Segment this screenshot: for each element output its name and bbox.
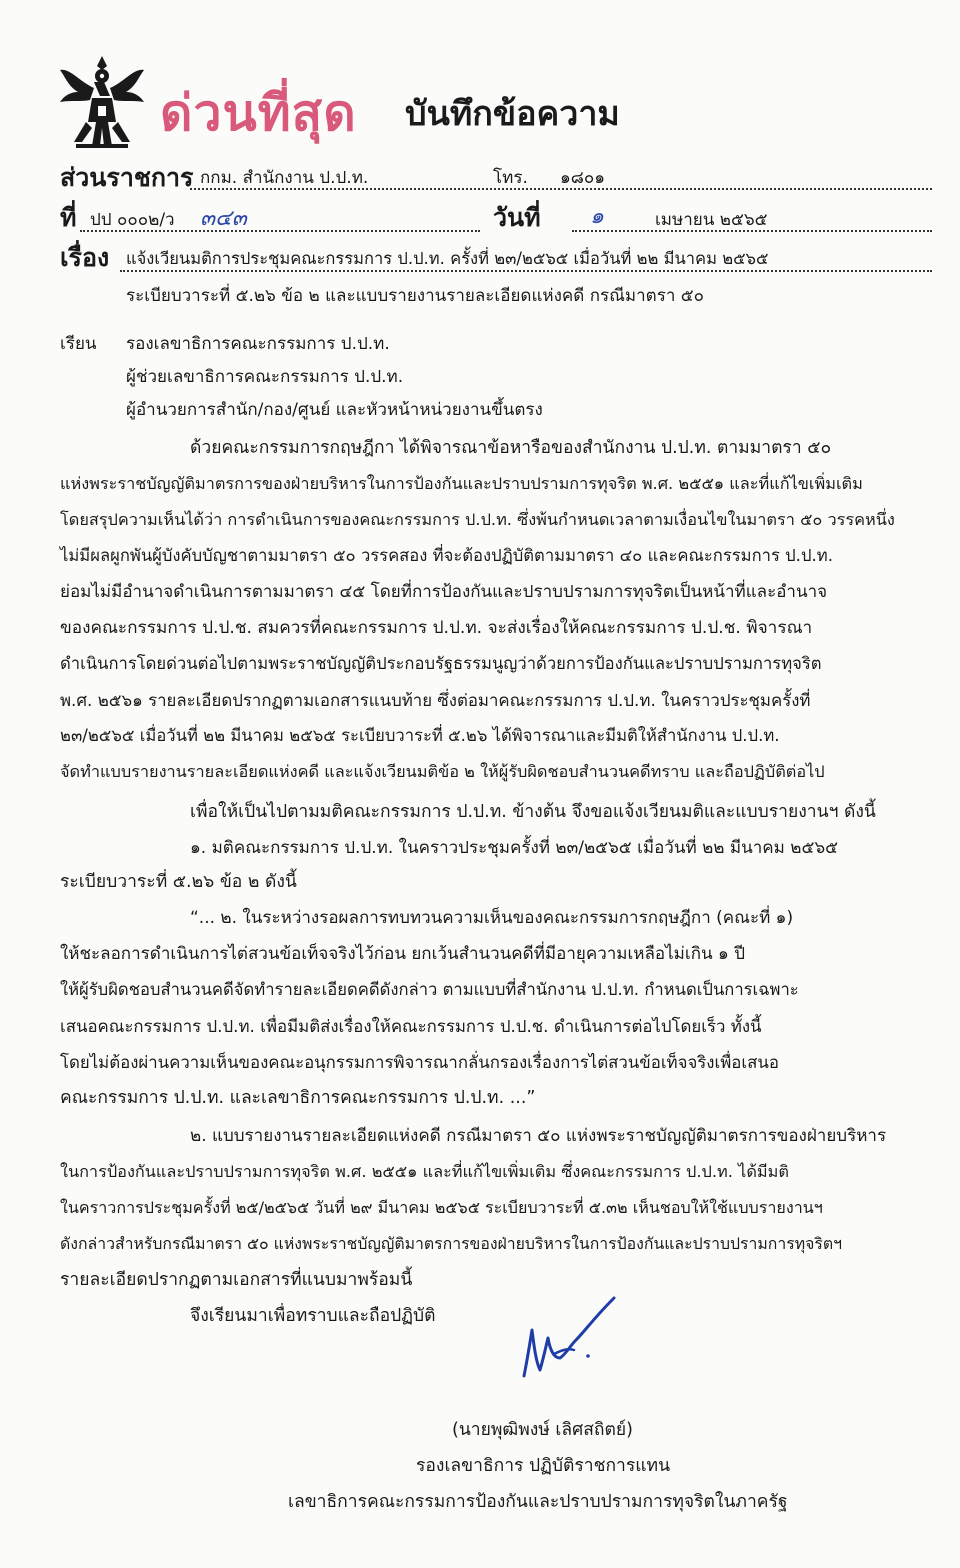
subject-label: เรื่อง [60, 243, 110, 272]
agency-value: กกม. สำนักงาน ป.ป.ท. [200, 168, 369, 188]
paragraph-3-line: รายละเอียดปรากฏตามเอกสารที่แนบมาพร้อมนี้ [60, 1270, 413, 1290]
paragraph-1-line: ของคณะกรรมการ ป.ป.ช. สมควรที่คณะกรรมการ ป.ป.ท. จะส่งเรื่องให้คณะกรรมการ ป.ป.ช. พิจารณา [60, 618, 813, 638]
ref-dotted-line [80, 230, 480, 232]
quote-line: โดยไม่ต้องผ่านความเห็นของคณะอนุกรรมการพิจารณากลั่นกรองเรื่องการไต่สวนข้อเท็จจริงเพื่อเสนอ [60, 1052, 779, 1072]
paragraph-3-line: ๒. แบบรายงานรายละเอียดแห่งคดี กรณีมาตรา ๕๐ แห่งพระราชบัญญัติมาตรการของฝ่ายบริหาร [190, 1126, 887, 1146]
quote-line: เสนอคณะกรรมการ ป.ป.ท. เพื่อมีมติส่งเรื่องให้คณะกรรมการ ป.ป.ช. ดำเนินการต่อไปโดยเร็ว ทั้งนี้ [60, 1016, 762, 1036]
recipient-label: เรียน [60, 334, 97, 354]
phone-value: ๑๘๐๑ [560, 168, 606, 188]
ref-label: ที่ [60, 203, 77, 232]
handwritten-signature [510, 1296, 620, 1386]
closing-line: จึงเรียนมาเพื่อทราบและถือปฏิบัติ [190, 1306, 436, 1326]
signatory-position: รองเลขาธิการ ปฏิบัติราชการแทน [416, 1456, 671, 1476]
subject-line-1: แจ้งเวียนมติการประชุมคณะกรรมการ ป.ป.ท. ครั้งที่ ๒๓/๒๕๖๕ เมื่อวันที่ ๒๒ มีนาคม ๒๕๖๕ [126, 249, 769, 268]
quote-line: คณะกรรมการ ป.ป.ท. และเลขาธิการคณะกรรมการ ป.ป.ท. ...” [60, 1088, 536, 1108]
paragraph-1-line: ย่อมไม่มีอำนาจดำเนินการตามมาตรา ๔๕ โดยที่การป้องกันและปราบปรามการทุจริตเป็นหน้าที่และอำนาจ [60, 582, 828, 602]
paragraph-1-line: ไม่มีผลผูกพันผู้บังคับบัญชาตามมาตรา ๕๐ วรรคสอง ที่จะต้องปฏิบัติตามมาตรา ๔๐ และคณะกรรมการ ป.ป.ท. [60, 546, 833, 565]
garuda-emblem-icon [56, 52, 148, 152]
recipient-line: ผู้อำนวยการสำนัก/กอง/ศูนย์ และหัวหน้าหน่วยงานขึ้นตรง [126, 400, 543, 420]
paragraph-2-line: ระเบียบวาระที่ ๕.๒๖ ข้อ ๒ ดังนี้ [60, 872, 297, 892]
paragraph-1-line: แห่งพระราชบัญญัติมาตรการของฝ่ายบริหารในการป้องกันและปราบปรามการทุจริต พ.ศ. ๒๕๕๑ และที่แก้ไขเพิ่มเติม [60, 474, 863, 493]
paragraph-1-line: โดยสรุปความเห็นได้ว่า การดำเนินการของคณะกรรมการ ป.ป.ท. ซึ่งพ้นกำหนดเวลาตามเงื่อนไขในมาตรา ๕๐ วรรคหนึ่ง [60, 510, 895, 529]
paragraph-1-line: จัดทำแบบรายงานรายละเอียดแห่งคดี และแจ้งเวียนมติข้อ ๒ ให้ผู้รับผิดชอบสำนวนคดีทราบ และถือปฏิบัติต่อไป [60, 762, 825, 781]
paragraph-3-line: ดังกล่าวสำหรับกรณีมาตรา ๕๐ แห่งพระราชบัญญัติมาตรการของฝ่ายบริหารในการป้องกันและปราบปรามการทุจริตฯ [60, 1234, 842, 1253]
signatory-organization: เลขาธิการคณะกรรมการป้องกันและปราบปรามการทุจริตในภาครัฐ [288, 1492, 788, 1512]
paragraph-1-line: พ.ศ. ๒๕๖๑ รายละเอียดปรากฏตามเอกสารแนบท้าย ซึ่งต่อมาคณะกรรมการ ป.ป.ท. ในคราวประชุมครั้งที่ [60, 690, 811, 710]
paragraph-2-line: ๑. มติคณะกรรมการ ป.ป.ท. ในคราวประชุมครั้งที่ ๒๓/๒๕๖๕ เมื่อวันที่ ๒๒ มีนาคม ๒๕๖๕ [190, 838, 838, 858]
urgent-stamp: ด่วนที่สุด [160, 84, 357, 142]
paragraph-3-line: ในการป้องกันและปราบปรามการทุจริต พ.ศ. ๒๕๕๑ และที่แก้ไขเพิ่มเติม ซึ่งคณะกรรมการ ป.ป.ท. ได้มีมติ [60, 1162, 789, 1181]
paragraph-1-line: ด้วยคณะกรรมการกฤษฎีกา ได้พิจารณาข้อหารือของสำนักงาน ป.ป.ท. ตามมาตรา ๕๐ [190, 438, 832, 458]
ref-handwritten-number: ๓๔๓ [200, 206, 247, 231]
phone-label: โทร. [493, 168, 528, 188]
date-value: เมษายน ๒๕๖๕ [655, 210, 768, 230]
subject-line-2: ระเบียบวาระที่ ๕.๒๖ ข้อ ๒ และแบบรายงานรายละเอียดแห่งคดี กรณีมาตรา ๕๐ [126, 286, 705, 306]
paragraph-1-line: ๒๓/๒๕๖๕ เมื่อวันที่ ๒๒ มีนาคม ๒๕๖๕ ระเบียบวาระที่ ๕.๒๖ ได้พิจารณาและมีมติให้สำนักงาน ป.ป.ท. [60, 726, 780, 745]
ref-value: ปป ๐๐๐๒/ว [90, 210, 175, 230]
quote-line: “... ๒. ในระหว่างรอผลการทบทวนความเห็นของคณะกรรมการกฤษฎีกา (คณะที่ ๑) [190, 908, 794, 928]
agency-dotted-line [190, 188, 932, 190]
paragraph-3-line: ในคราวการประชุมครั้งที่ ๒๕/๒๕๖๕ วันที่ ๒๙ มีนาคม ๒๕๖๕ ระเบียบวาระที่ ๕.๓๒ เห็นชอบให้ใช้แบบรายงานฯ [60, 1198, 823, 1217]
recipient-line: ผู้ช่วยเลขาธิการคณะกรรมการ ป.ป.ท. [126, 367, 404, 387]
paragraph-1-line: ดำเนินการโดยด่วนต่อไปตามพระราชบัญญัติประกอบรัฐธรรมนูญว่าด้วยการป้องกันและปราบปรามการทุจริต [60, 654, 822, 673]
recipient-line: รองเลขาธิการคณะกรรมการ ป.ป.ท. [126, 334, 390, 354]
quote-line: ให้ผู้รับผิดชอบสำนวนคดีจัดทำรายละเอียดคดีดังกล่าว ตามแบบที่สำนักงาน ป.ป.ท. กำหนดเป็นการเฉพาะ [60, 980, 799, 999]
paragraph-2-line: เพื่อให้เป็นไปตามมติคณะกรรมการ ป.ป.ท. ข้างต้น จึงขอแจ้งเวียนมติและแบบรายงานฯ ดังนี้ [190, 802, 876, 822]
subject-dotted-line [120, 270, 932, 272]
date-label: วันที่ [493, 203, 541, 232]
memo-title: บันทึกข้อความ [405, 94, 620, 134]
date-dotted-line [572, 230, 932, 232]
signatory-name: (นายพุฒิพงษ์ เลิศสถิตย์) [452, 1420, 633, 1440]
agency-label: ส่วนราชการ [60, 163, 194, 192]
quote-line: ให้ชะลอการดำเนินการไต่สวนข้อเท็จจริงไว้ก่อน ยกเว้นสำนวนคดีที่มีอายุความเหลือไม่เกิน ๑ ปี [60, 944, 746, 964]
date-handwritten-day: ๑ [590, 204, 604, 229]
